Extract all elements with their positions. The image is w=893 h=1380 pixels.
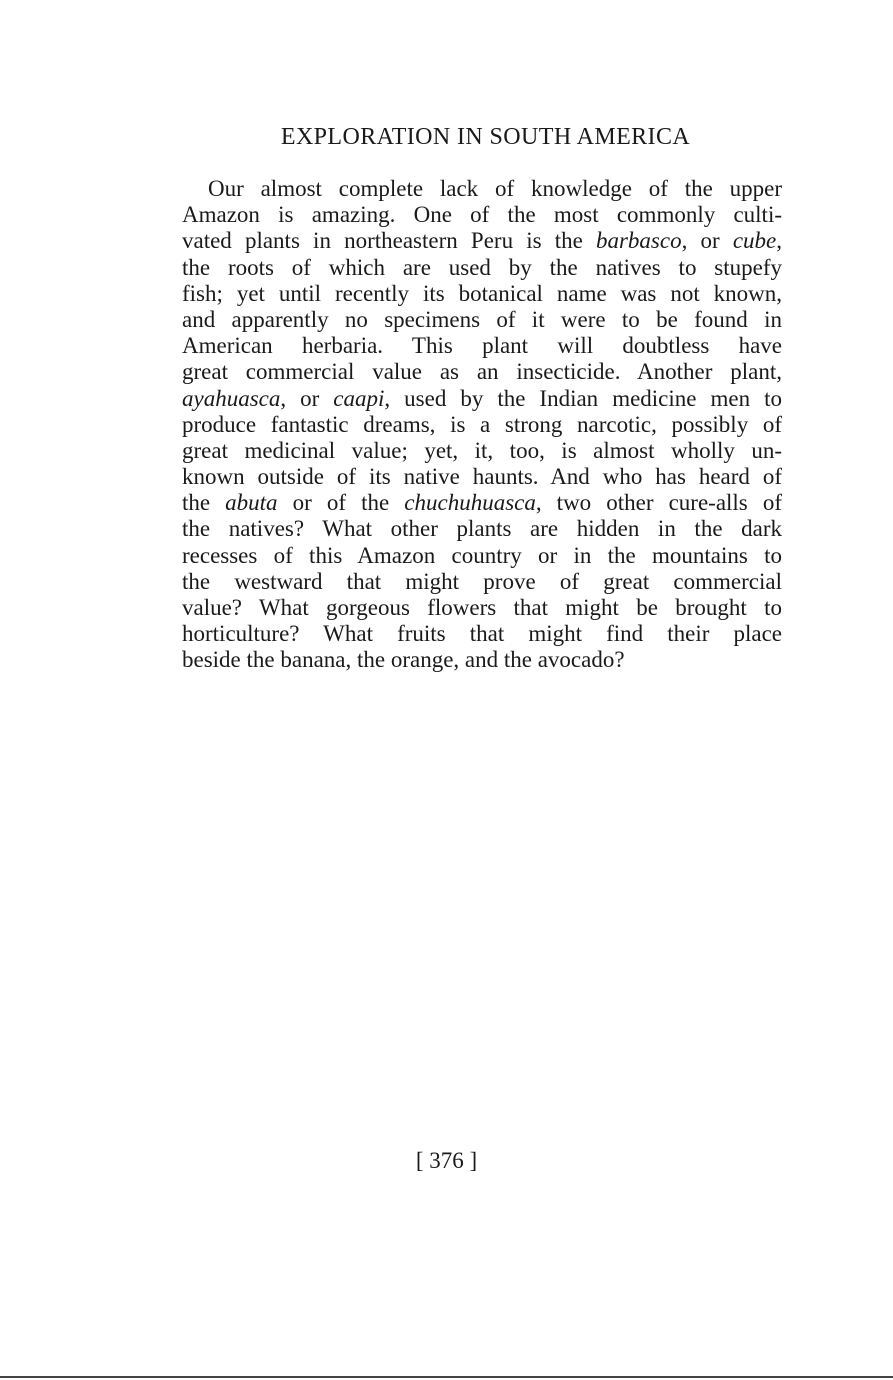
text-line [182,569,782,595]
text-run: Our almost complete lack of knowledge of the upper [208,176,782,201]
text-run: the natives? What other plants are hidden in the dark [182,516,782,542]
text-run: the [182,490,226,516]
text-run: produce fantastic dreams, is a strong narcotic, possibly of [182,411,782,437]
text-line [182,647,782,673]
text-run: Amazon is amazing. One of the most commonly culti- [182,202,782,228]
text-run: great commercial value as an insecticide. Another plant, [182,359,782,385]
italic-term: abuta [225,490,278,516]
text-run: , [776,228,782,254]
text-run: or of the [277,490,405,516]
body-paragraph [182,176,782,674]
text-run: recesses of this Amazon country or in the mountains to [182,542,782,568]
italic-term: caapi [333,385,385,411]
text-line [182,307,782,333]
text-line [182,386,782,412]
text-line [182,176,782,202]
text-line [182,543,782,569]
text-run: , or [681,228,733,254]
text-run: horticulture? What fruits that might find their place [182,621,782,647]
scan-edge-rule [0,1376,893,1378]
text-line [182,255,782,281]
text-line [182,490,782,516]
italic-term: barbasco [595,228,682,254]
text-line [182,412,782,438]
text-run: , used by the Indian medicine men to [384,385,782,411]
text-run: value? What gorgeous flowers that might be brought to [182,595,782,620]
text-run: the roots of which are used by the natives to stupefy [182,254,782,280]
text-run: great medicinal value; yet, it, too, is almost wholly un- [182,437,782,463]
italic-term: cube [732,228,777,254]
text-run: the westward that might prove of great commercial [182,568,782,594]
italic-term: ayahuasca [182,385,281,411]
text-line [182,621,782,647]
text-run: , two other cure-alls of [535,490,782,516]
text-line [182,595,782,621]
text-run: known outside of its native haunts. And who has heard of [182,464,782,490]
text-run: and apparently no specimens of it were to be found in [182,306,782,332]
text-run: fish; yet until recently its botanical name was not known, [182,280,782,306]
text-line [182,359,782,385]
text-line [182,464,782,490]
page-number: [ 376 ] [415,1148,478,1173]
text-line [182,333,782,359]
text-line [182,438,782,464]
text-line [182,202,782,228]
italic-term: chuchuhuasca [404,490,536,516]
text-run: vated plants in northeastern Peru is the [182,228,596,254]
text-run: beside the banana, the orange, and the avocado? [182,647,625,673]
running-head: EXPLORATION IN SOUTH AMERICA [280,124,691,150]
text-run: , or [280,385,334,411]
text-line [182,228,782,254]
text-line [182,516,782,542]
text-run: American herbaria. This plant will doubtless have [182,333,782,359]
text-line [182,281,782,307]
